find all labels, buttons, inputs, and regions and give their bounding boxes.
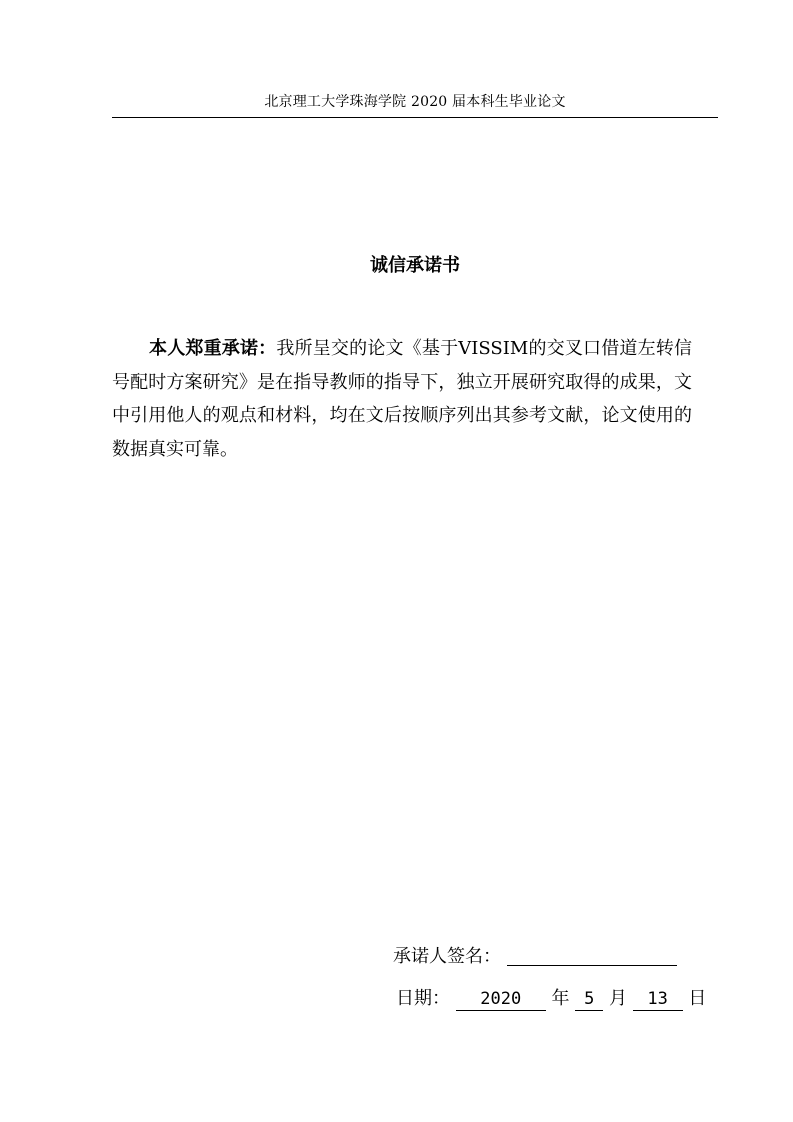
date-row <box>396 986 706 1012</box>
date-day-unit: 日 <box>688 988 707 1009</box>
date-month-field: 5 <box>575 988 603 1011</box>
signature-row <box>393 944 677 970</box>
pledge-lead: 本人郑重承诺： <box>149 338 277 359</box>
header-divider <box>112 117 718 118</box>
date-year-field: 2020 <box>456 988 546 1011</box>
signature-field <box>507 945 677 966</box>
pledge-body: 我所呈交的论文《基于VISSIM的交叉口借道左转信号配时方案研究》是在指导教师的指导下，独立开展研究取得的成果，文中引用他人的观点和材料，均在文后按顺序列出其参考文献，论文使用的数据真实可靠。 <box>112 338 693 460</box>
date-day-field: 13 <box>633 988 683 1011</box>
running-header: 北京理工大学珠海学院 2020 届本科生毕业论文 <box>264 94 566 110</box>
date-label: 日期： <box>396 988 450 1009</box>
signature-label: 承诺人签名： <box>393 946 501 967</box>
date-month-unit: 月 <box>608 988 627 1009</box>
date-year-unit: 年 <box>551 988 570 1009</box>
pledge-paragraph <box>112 332 692 466</box>
page-title: 诚信承诺书 <box>370 255 460 276</box>
